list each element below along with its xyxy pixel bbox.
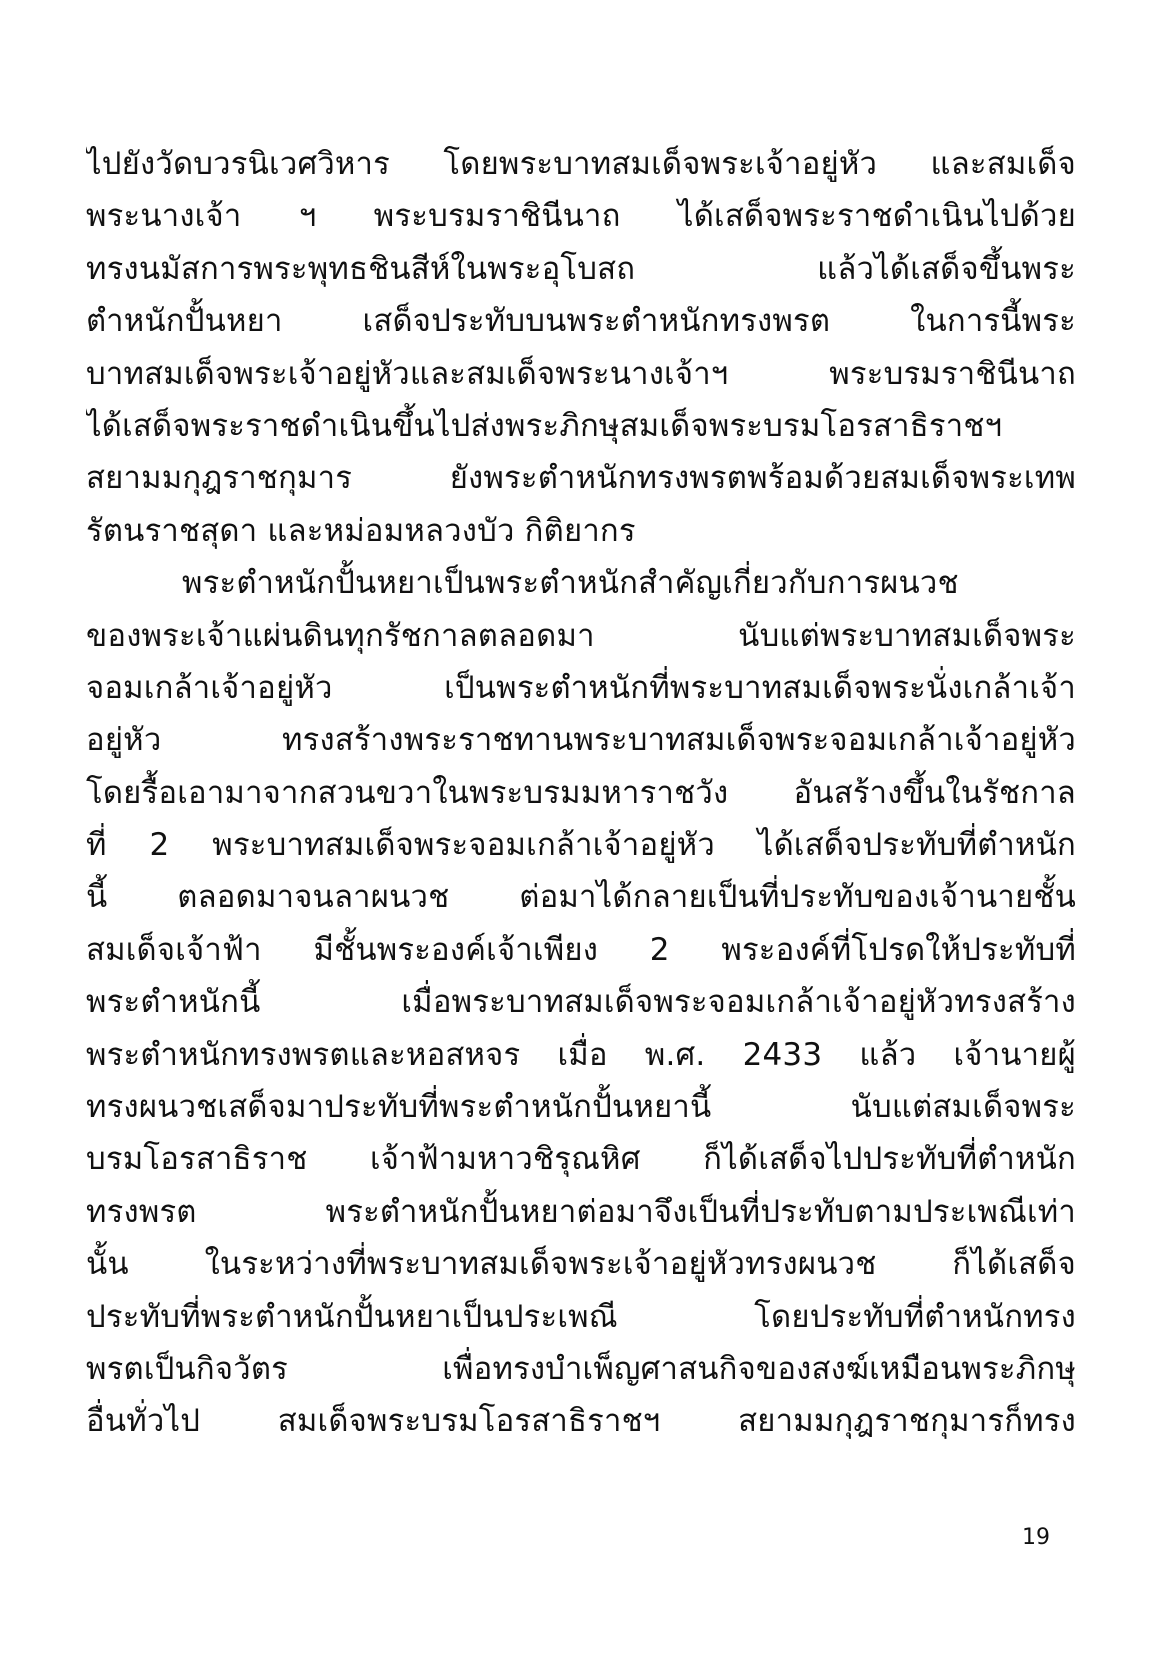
text-line: ทรงพรต พระตำหนักปั้นหยาต่อมาจึงเป็นที่ประทับตามประเพณีเท่า	[86, 1193, 1076, 1230]
text-line: สยามมกุฎราชกุมาร ยังพระตำหนักทรงพรตพร้อมด้วยสมเด็จพระเทพ	[86, 460, 1076, 497]
text-line: นั้น ในระหว่างที่พระบาทสมเด็จพระเจ้าอยู่หัวทรงผนวช ก็ได้เสด็จ	[86, 1246, 1076, 1283]
text-line: อื่นทั่วไป สมเด็จพระบรมโอรสาธิราชฯ สยามมกุฎราชกุมารก็ทรง	[86, 1403, 1076, 1440]
text-line: โดยรื้อเอามาจากสวนขวาในพระบรมมหาราชวัง อันสร้างขึ้นในรัชกาล	[86, 774, 1076, 811]
text-line: ได้เสด็จพระราชดำเนินขึ้นไปส่งพระภิกษุสมเด็จพระบรมโอรสาธิราชฯ	[86, 407, 1003, 444]
text-line: บาทสมเด็จพระเจ้าอยู่หัวและสมเด็จพระนางเจ้าฯ พระบรมราชินีนาถ	[86, 355, 1076, 392]
text-line: รัตนราชสุดา และหม่อมหลวงบัว กิติยากร	[86, 512, 636, 549]
text-line: บรมโอรสาธิราช เจ้าฟ้ามหาวชิรุณหิศ ก็ได้เสด็จไปประทับที่ตำหนัก	[86, 1141, 1076, 1178]
text-line: ที่ 2 พระบาทสมเด็จพระจอมเกล้าเจ้าอยู่หัว ได้เสด็จประทับที่ตำหนัก	[86, 827, 1076, 864]
text-line: พระตำหนักทรงพรตและหอสหจร เมื่อ พ.ศ. 2433 แล้ว เจ้านายผู้	[86, 1036, 1076, 1073]
text-line: จอมเกล้าเจ้าอยู่หัว เป็นพระตำหนักที่พระบาทสมเด็จพระนั่งเกล้าเจ้า	[86, 669, 1076, 706]
text-line: ตำหนักปั้นหยา เสด็จประทับบนพระตำหนักทรงพรต ในการนี้พระ	[86, 303, 1076, 340]
text-line: ทรงผนวชเสด็จมาประทับที่พระตำหนักปั้นหยานี้ นับแต่สมเด็จพระ	[86, 1089, 1076, 1126]
text-line: ทรงนมัสการพระพุทธชินสีห์ในพระอุโบสถ แล้วได้เสด็จขึ้นพระ	[86, 250, 1076, 287]
text-line: พระตำหนักปั้นหยาเป็นพระตำหนักสำคัญเกี่ยวกับการผนวช	[182, 565, 959, 602]
text-line: สมเด็จเจ้าฟ้า มีชั้นพระองค์เจ้าเพียง 2 พระองค์ที่โปรดให้ประทับที่	[86, 931, 1076, 968]
page-number: 19	[1022, 1525, 1050, 1550]
text-line: พระตำหนักนี้ เมื่อพระบาทสมเด็จพระจอมเกล้าเจ้าอยู่หัวทรงสร้าง	[86, 984, 1076, 1021]
text-line: นี้ ตลอดมาจนลาผนวช ต่อมาได้กลายเป็นที่ประทับของเจ้านายชั้น	[86, 879, 1076, 916]
text-line: พรตเป็นกิจวัตร เพื่อทรงบำเพ็ญศาสนกิจของสงฆ์เหมือนพระภิกษุ	[86, 1350, 1076, 1387]
text-line: ของพระเจ้าแผ่นดินทุกรัชกาลตลอดมา นับแต่พระบาทสมเด็จพระ	[86, 617, 1076, 654]
text-line: ประทับที่พระตำหนักปั้นหยาเป็นประเพณี โดยประทับที่ตำหนักทรง	[86, 1298, 1076, 1335]
body-text	[86, 138, 1076, 1448]
text-line: อยู่หัว ทรงสร้างพระราชทานพระบาทสมเด็จพระจอมเกล้าเจ้าอยู่หัว	[86, 722, 1076, 759]
text-line: พระนางเจ้า ฯ พระบรมราชินีนาถ ได้เสด็จพระราชดำเนินไปด้วย	[86, 198, 1076, 235]
text-line: ไปยังวัดบวรนิเวศวิหาร โดยพระบาทสมเด็จพระเจ้าอยู่หัว และสมเด็จ	[86, 146, 1076, 182]
